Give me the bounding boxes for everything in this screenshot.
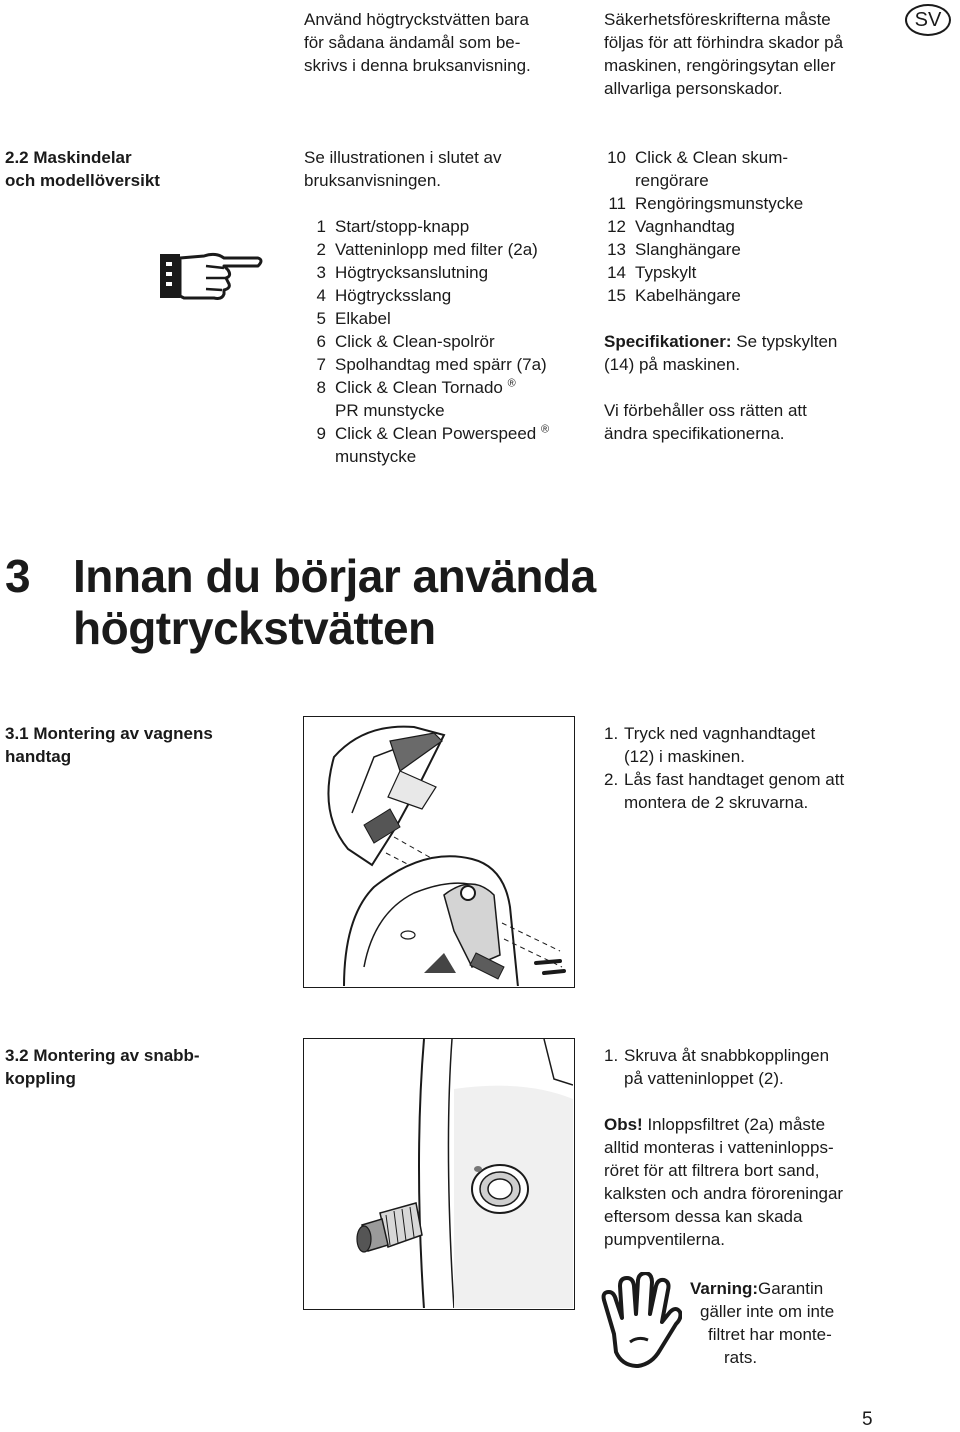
list-item: 4 Högtrycksslang bbox=[316, 286, 452, 305]
list-item: 12 Vagnhandtag bbox=[607, 217, 735, 236]
language-badge: SV bbox=[905, 4, 951, 36]
list-item: 5 Elkabel bbox=[316, 309, 391, 328]
section-3-2-steps bbox=[604, 1044, 829, 1090]
list-item-continuation: (12) i maskinen. bbox=[624, 747, 745, 766]
list-item: 6 Click & Clean-spolrör bbox=[316, 332, 495, 351]
obs-note: Obs! Inloppsfiltret (2a) måste alltid monteras i vatteninlopps- röret för att filtrera bort sand, kalksten och andra föroreningar eftersom dessa kan skada pumpventilerna. bbox=[604, 1115, 844, 1249]
list-item-continuation: PR munstycke bbox=[335, 401, 445, 420]
list-item: 13 Slanghängare bbox=[607, 240, 741, 259]
list-item: 9 Click & Clean Powerspeed ® bbox=[316, 423, 550, 443]
list-item: 1. Tryck ned vagnhandtaget bbox=[604, 724, 816, 743]
section-2-2-intro: Se illustrationen i slutet av bruksanvisningen. bbox=[304, 148, 502, 190]
list-item: 3 Högtrycksanslutning bbox=[316, 263, 489, 282]
handle-mounting-illustration bbox=[303, 716, 575, 988]
list-item: 1. Skruva åt snabbkopplingen bbox=[604, 1046, 830, 1065]
list-item: 14 Typskylt bbox=[607, 263, 697, 282]
list-item: 7 Spolhandtag med spärr (7a) bbox=[316, 355, 547, 374]
list-item: 11 Rengöringsmunstycke bbox=[608, 194, 804, 213]
list-item-continuation: montera de 2 skruvarna. bbox=[624, 793, 809, 812]
list-item: 2. Lås fast handtaget genom att bbox=[604, 770, 845, 789]
section-3-1-heading: 3.1 Montering av vagnens handtag bbox=[5, 724, 213, 766]
section-2-2-heading: 2.2 Maskindelar och modellöversikt bbox=[5, 148, 160, 190]
stop-hand-icon bbox=[596, 1272, 682, 1372]
list-item: 15 Kabelhängare bbox=[607, 286, 741, 305]
list-item-continuation: rengörare bbox=[635, 171, 709, 190]
list-item: 10 Click & Clean skum- bbox=[607, 148, 789, 167]
section-3-1-steps bbox=[604, 722, 844, 814]
list-item: 2 Vatteninlopp med filter (2a) bbox=[316, 240, 538, 259]
list-item-continuation: på vatteninloppet (2). bbox=[624, 1069, 784, 1088]
chapter-3-title: 3 Innan du börjar använda högtryckstvätten bbox=[5, 550, 596, 654]
parts-list-right bbox=[604, 146, 803, 307]
list-item: 1 Start/stopp-knapp bbox=[316, 217, 470, 236]
header-safety-note: Säkerhetsföreskrifterna måste följas för att förhindra skador på maskinen, rengöringsytan eller allvarliga personskador. bbox=[604, 10, 844, 98]
header-usage-note: Använd högtryckstvätten bara för sådana ändamål som be- skrivs i denna bruksanvisning. bbox=[304, 10, 531, 75]
reserve-rights-note: Vi förbehåller oss rätten att ändra specifikationerna. bbox=[604, 401, 807, 443]
list-item-continuation: munstycke bbox=[335, 447, 417, 466]
coupling-mounting-illustration bbox=[303, 1038, 575, 1310]
warning-note: Varning:Garantin gäller inte om inte filtret har monte- rats. bbox=[690, 1279, 835, 1367]
list-item: 8 Click & Clean Tornado ® bbox=[316, 377, 516, 397]
section-3-2-heading: 3.2 Montering av snabb- koppling bbox=[5, 1046, 200, 1088]
specifications-note: Specifikationer: Se typskylten (14) på maskinen. bbox=[604, 332, 838, 374]
parts-list-left bbox=[314, 215, 549, 468]
page-number: 5 bbox=[862, 1409, 873, 1430]
pointing-hand-icon bbox=[158, 248, 266, 304]
